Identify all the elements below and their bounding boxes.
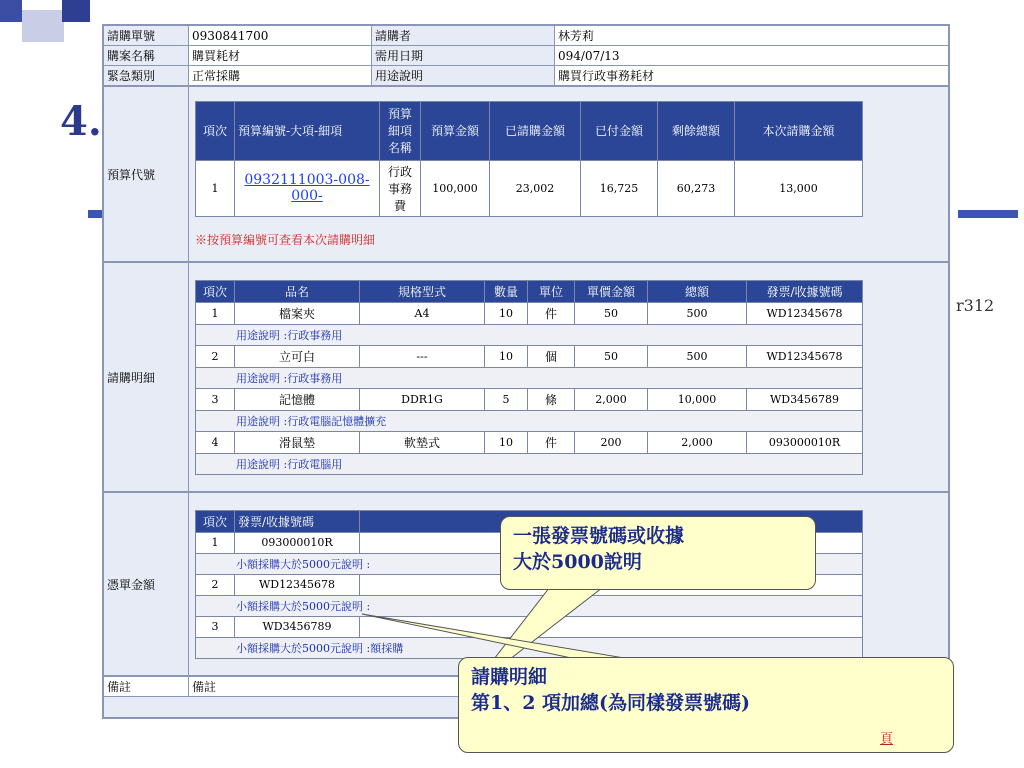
voucher-note: 小額採購大於5000元說明 : xyxy=(196,595,863,616)
item-usage: 用途說明 :行政事務用 xyxy=(196,367,863,388)
detail-section-label: 請購明細 xyxy=(104,263,189,492)
col-header: 已請購金額 xyxy=(490,101,581,160)
purpose-value: 購買行政事務耗材 xyxy=(555,66,949,86)
slide-side-text: r312 xyxy=(956,296,995,315)
item-unit: 個 xyxy=(528,345,575,367)
paid-amount: 16,725 xyxy=(581,160,658,216)
item-qty: 10 xyxy=(485,431,528,453)
col-header: 已付金額 xyxy=(581,101,658,160)
item-name: 記憶體 xyxy=(235,388,360,410)
item-spec: A4 xyxy=(360,302,485,324)
slide-section-number: 4. xyxy=(60,98,102,145)
voucher-no: 2 xyxy=(196,574,235,595)
budget-amount: 100,000 xyxy=(421,160,490,216)
item-no: 2 xyxy=(196,345,235,367)
col-header: 項次 xyxy=(196,280,235,302)
voucher-invoice: WD3456789 xyxy=(235,616,360,637)
item-no: 3 xyxy=(196,388,235,410)
col-header: 總額 xyxy=(648,280,747,302)
item-invoice: WD12345678 xyxy=(747,345,863,367)
item-invoice: WD12345678 xyxy=(747,302,863,324)
remarks-value: 備註 xyxy=(189,677,949,697)
requested-amount: 23,002 xyxy=(490,160,581,216)
item-spec: DDR1G xyxy=(360,388,485,410)
item-usage: 用途說明 :行政電腦用 xyxy=(196,453,863,474)
col-header: 預算編號-大項-細項 xyxy=(235,101,380,160)
request-no-value: 0930841700 xyxy=(189,26,372,46)
col-header: 項次 xyxy=(196,101,235,160)
requester-value: 林芳莉 xyxy=(555,26,949,46)
need-date-label: 需用日期 xyxy=(372,46,555,66)
item-no: 4 xyxy=(196,431,235,453)
voucher-no: 3 xyxy=(196,616,235,637)
item-usage: 用途說明 :行政事務用 xyxy=(196,324,863,345)
case-name-value: 購買耗材 xyxy=(189,46,372,66)
voucher-invoice: 093000010R xyxy=(235,532,360,553)
item-spec: 軟墊式 xyxy=(360,431,485,453)
item-unit: 條 xyxy=(528,388,575,410)
item-invoice: WD3456789 xyxy=(747,388,863,410)
col-header: 本次請購金額 xyxy=(735,101,863,160)
item-usage: 用途說明 :行政電腦記憶體擴充 xyxy=(196,410,863,431)
item-qty: 10 xyxy=(485,345,528,367)
item-qty: 10 xyxy=(485,302,528,324)
budget-note: ※按預算編號可查看本次請購明細 xyxy=(195,232,376,247)
item-spec: --- xyxy=(360,345,485,367)
case-name-label: 購案名稱 xyxy=(104,46,189,66)
urgency-value: 正常採購 xyxy=(189,66,372,86)
callout-line: 第1、2 項加總(為同樣發票號碼) xyxy=(471,692,751,714)
budget-item-no: 1 xyxy=(196,160,235,216)
col-header: 預算細項名稱 xyxy=(380,101,421,160)
item-price: 2,000 xyxy=(575,388,648,410)
remaining-amount: 60,273 xyxy=(658,160,735,216)
item-name: 滑鼠墊 xyxy=(235,431,360,453)
col-header: 預算金額 xyxy=(421,101,490,160)
item-qty: 5 xyxy=(485,388,528,410)
voucher-invoice: WD12345678 xyxy=(235,574,360,595)
col-header: 發票/收據號碼 xyxy=(747,280,863,302)
item-no: 1 xyxy=(196,302,235,324)
request-no-label: 請購單號 xyxy=(104,26,189,46)
budget-code-link-text[interactable]: 0932111003-008-000- xyxy=(244,172,370,204)
voucher-section-label: 憑單金額 xyxy=(104,493,189,676)
col-header: 品名 xyxy=(235,280,360,302)
col-header: 剩餘總額 xyxy=(658,101,735,160)
page-link[interactable]: 頁 xyxy=(880,732,894,747)
col-header: 發票/收據號碼 xyxy=(235,510,360,532)
item-total: 2,000 xyxy=(648,431,747,453)
item-price: 200 xyxy=(575,431,648,453)
need-date-value: 094/07/13 xyxy=(555,46,949,66)
budget-section-label: 預算代號 xyxy=(104,87,189,262)
item-name: 立可白 xyxy=(235,345,360,367)
voucher-note: 小額採購大於5000元說明 : xyxy=(196,553,863,574)
col-header: 數量 xyxy=(485,280,528,302)
item-price: 50 xyxy=(575,302,648,324)
callout-invoice-note xyxy=(500,516,816,590)
item-total: 500 xyxy=(648,302,747,324)
col-header: 單價金額 xyxy=(575,280,648,302)
current-request-amount: 13,000 xyxy=(735,160,863,216)
item-total: 500 xyxy=(648,345,747,367)
callout-line: 大於5000說明 xyxy=(513,551,642,573)
voucher-no: 1 xyxy=(196,532,235,553)
budget-item-name: 行政事務費 xyxy=(380,160,421,216)
remarks-label: 備註 xyxy=(104,677,189,697)
col-header: 規格型式 xyxy=(360,280,485,302)
col-header: 單位 xyxy=(528,280,575,302)
item-invoice: 093000010R xyxy=(747,431,863,453)
callout-line: 一張發票號碼或收據 xyxy=(513,525,685,547)
item-total: 10,000 xyxy=(648,388,747,410)
purpose-label: 用途說明 xyxy=(372,66,555,86)
item-price: 50 xyxy=(575,345,648,367)
requester-label: 請購者 xyxy=(372,26,555,46)
col-header: 項次 xyxy=(196,510,235,532)
item-unit: 件 xyxy=(528,431,575,453)
urgency-label: 緊急類別 xyxy=(104,66,189,86)
item-unit: 件 xyxy=(528,302,575,324)
item-name: 檔案夾 xyxy=(235,302,360,324)
callout-line: 請購明細 xyxy=(471,666,548,688)
voucher-note: 小額採購大於5000元說明 :額採購 xyxy=(196,637,863,658)
